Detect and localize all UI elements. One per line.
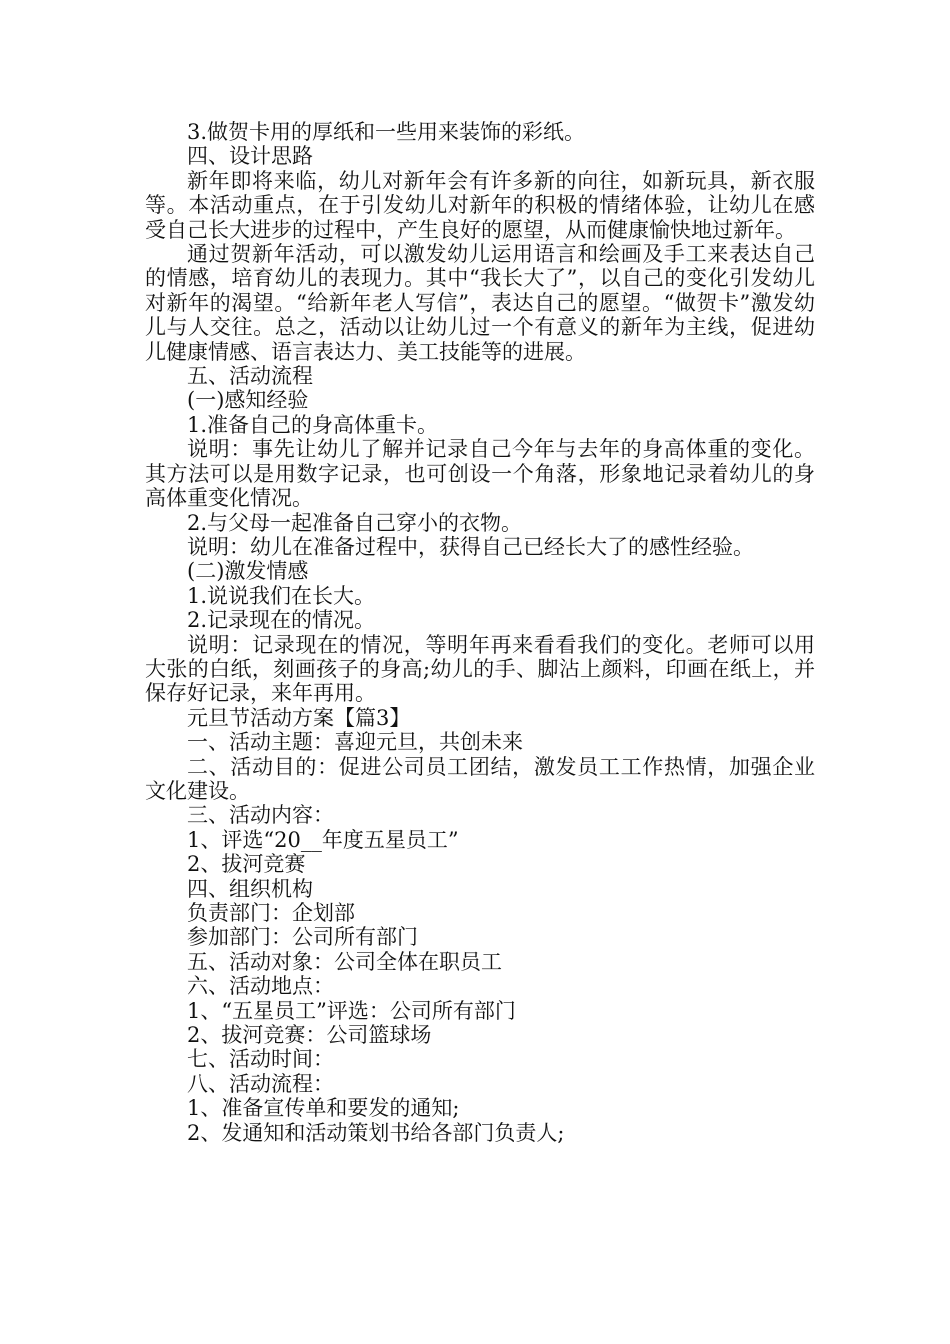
section-heading: 五、活动对象：公司全体在职员工 bbox=[187, 949, 502, 974]
list-item: 1.准备自己的身高体重卡。 bbox=[187, 412, 439, 437]
paragraph: 新年即将来临，幼儿对新年会有许多新的向往，如新玩具，新衣服等。本活动重点，在于引发幼儿对新年的积极的情绪体验，让幼儿在感受自己长大进步的过程中，产生良好的愿望，从而健康愉快地过新年。 bbox=[145, 168, 815, 242]
paragraph: 通过贺新年活动，可以激发幼儿运用语言和绘画及手工来表达自己的情感，培育幼儿的表现力。其中“我长大了”，以自己的变化引发幼儿对新年的渴望。“给新年老人写信”，表达自己的愿望。“做贺卡”激发幼儿与人交往。总之，活动以让幼儿过一个有意义的新年为主线，促进幼儿健康情感、语言表达力、美工技能等的进展。 bbox=[145, 242, 815, 364]
section-heading: 五、活动流程 bbox=[187, 364, 313, 389]
subsection-heading: (一)感知经验 bbox=[187, 388, 309, 413]
paragraph: 二、活动目的：促进公司员工团结，激发员工工作热情，加强企业文化建设。 bbox=[145, 754, 815, 803]
section-heading: 四、设计思路 bbox=[187, 144, 313, 169]
subsection-heading: (二)激发情感 bbox=[187, 559, 309, 584]
section-heading: 八、活动流程： bbox=[187, 1071, 334, 1096]
section-heading: 七、活动时间： bbox=[187, 1047, 334, 1072]
paragraph: 3.做贺卡用的厚纸和一些用来装饰的彩纸。 bbox=[187, 120, 586, 144]
paragraph: 参加部门：公司所有部门 bbox=[187, 925, 418, 950]
list-item: 1、评选“20__年度五星员工” bbox=[187, 827, 459, 852]
document-body bbox=[145, 120, 815, 1145]
section-heading: 一、活动主题：喜迎元旦，共创未来 bbox=[187, 730, 523, 755]
list-item: 1、“五星员工”评选：公司所有部门 bbox=[187, 998, 516, 1023]
list-item: 2.记录现在的情况。 bbox=[187, 608, 376, 633]
list-item: 2.与父母一起准备自己穿小的衣物。 bbox=[187, 510, 523, 535]
list-item: 2、发通知和活动策划书给各部门负责人; bbox=[187, 1120, 565, 1145]
section-heading: 四、组织机构 bbox=[187, 876, 313, 901]
paragraph: 负责部门：企划部 bbox=[187, 901, 355, 925]
list-item: 2、拔河竞赛 bbox=[187, 852, 306, 877]
paragraph: 说明：幼儿在准备过程中，获得自己已经长大了的感性经验。 bbox=[187, 534, 754, 559]
paragraph: 说明：事先让幼儿了解并记录自己今年与去年的身高体重的变化。其方法可以是用数字记录，也可创设一个角落，形象地记录着幼儿的身高体重变化情况。 bbox=[145, 437, 815, 511]
document-section-title: 元旦节活动方案【篇3】 bbox=[187, 705, 411, 730]
paragraph: 说明：记录现在的情况，等明年再来看看我们的变化。老师可以用大张的白纸，刻画孩子的身高;幼儿的手、脚沾上颜料，印画在纸上，并保存好记录，来年再用。 bbox=[145, 632, 815, 706]
list-item: 2、拔河竞赛：公司篮球场 bbox=[187, 1023, 432, 1048]
list-item: 1.说说我们在长大。 bbox=[187, 583, 376, 608]
list-item: 1、准备宣传单和要发的通知; bbox=[187, 1096, 460, 1121]
section-heading: 三、活动内容： bbox=[187, 803, 334, 828]
section-heading: 六、活动地点： bbox=[187, 974, 334, 999]
